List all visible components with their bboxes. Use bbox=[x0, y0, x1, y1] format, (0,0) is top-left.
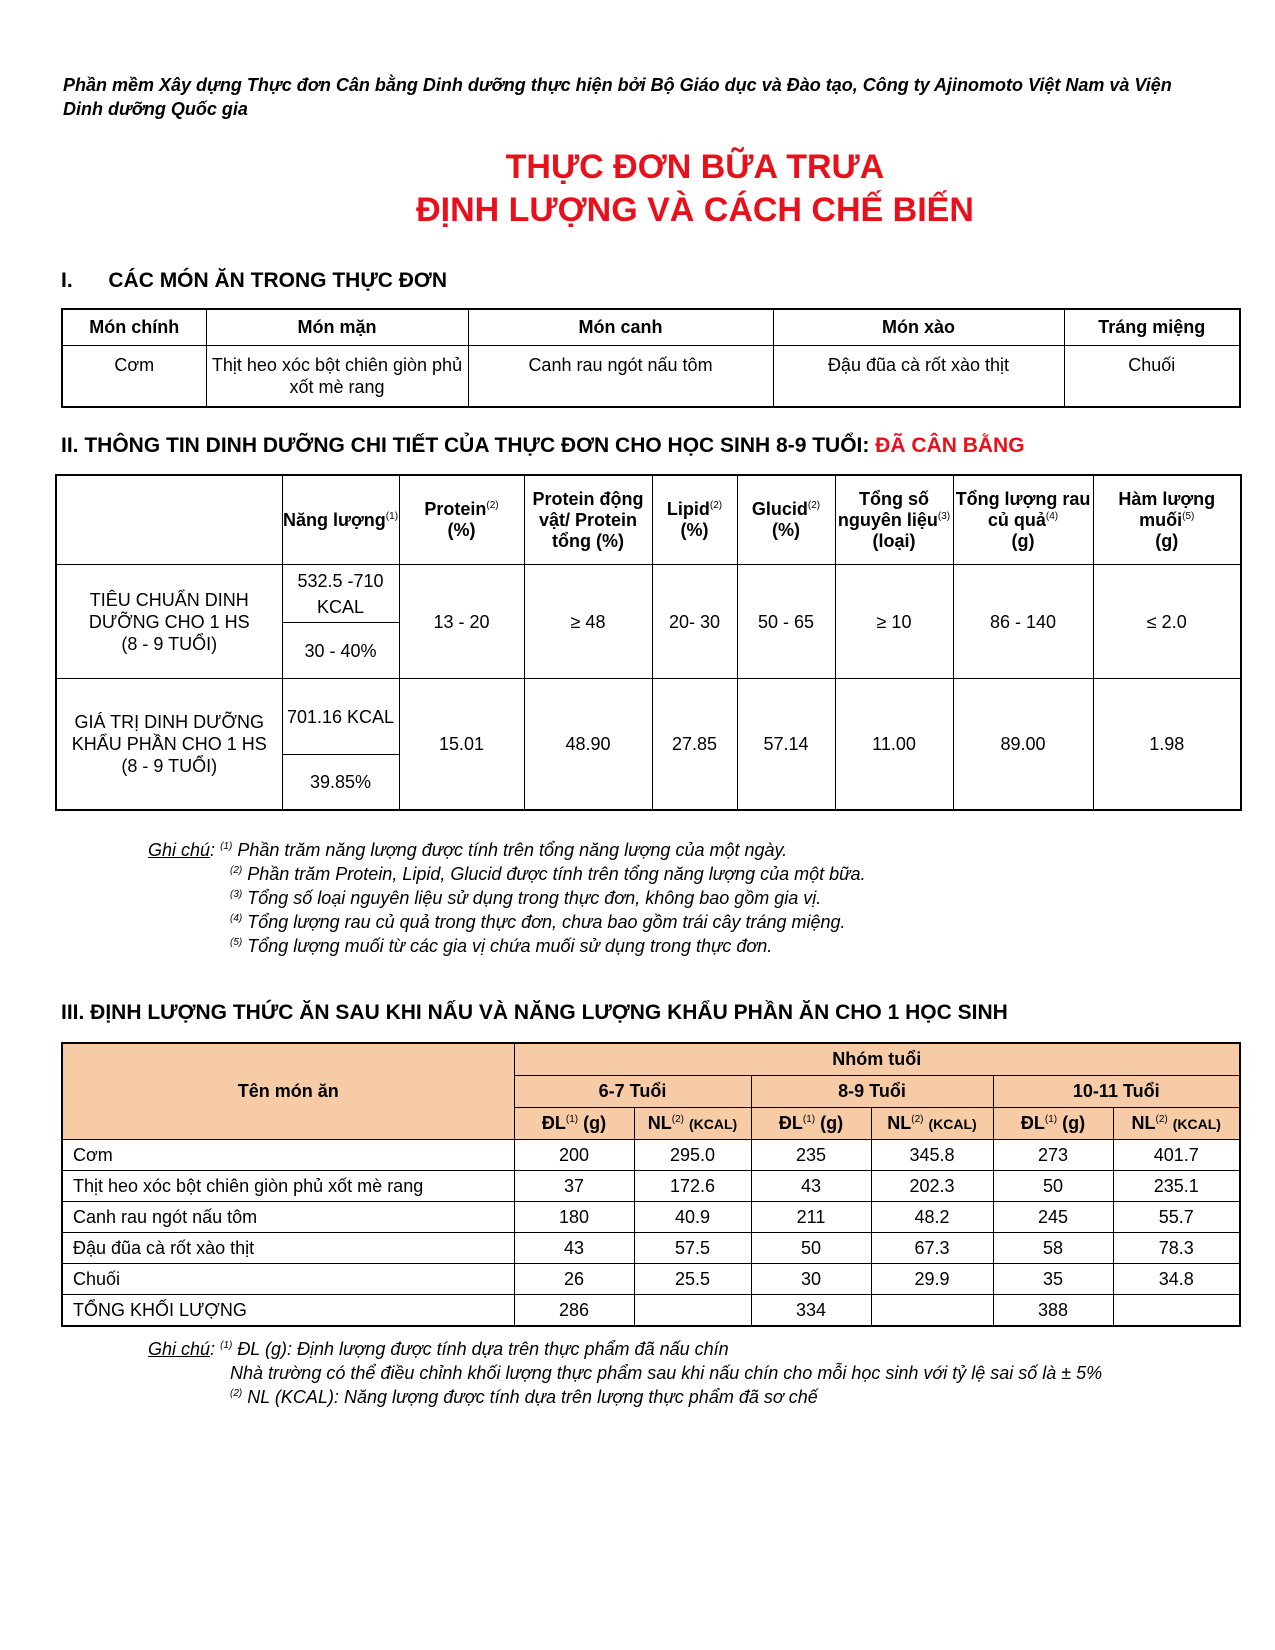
page-title-line2: ĐỊNH LƯỢNG VÀ CÁCH CHẾ BIẾN bbox=[416, 191, 974, 229]
header-salt: Hàm lượng muối$^{(5)}$ (g) bbox=[1093, 475, 1241, 565]
cell-value: 58 bbox=[993, 1233, 1113, 1264]
standard-vegetables: 86 - 140 bbox=[953, 565, 1093, 679]
dishes-header-row bbox=[62, 309, 1240, 346]
cell-value: 34.8 bbox=[1113, 1264, 1240, 1295]
cell-value: 388 bbox=[993, 1295, 1113, 1327]
cell-value: 273 bbox=[993, 1140, 1113, 1171]
cell-value: 295.0 bbox=[634, 1140, 751, 1171]
cell-value bbox=[871, 1295, 993, 1327]
cell-value: 29.9 bbox=[871, 1264, 993, 1295]
note-nl: $^{(2)}$ NL (KCAL): Năng lượng được tính dựa trên lượng thực phẩm đã sơ chế bbox=[230, 1387, 818, 1407]
cell-value: 30 bbox=[751, 1264, 871, 1295]
actual-animal-protein: 48.90 bbox=[524, 679, 652, 810]
dishes-value-row bbox=[62, 346, 1240, 408]
header-animal-protein: Protein động vật/ Protein tổng (%) bbox=[524, 475, 652, 565]
header-ingredients: Tổng số nguyên liệu$^{(3)}$ (loại) bbox=[835, 475, 953, 565]
header-dl: ĐL$^{(1)}$ (g) bbox=[993, 1108, 1113, 1140]
dessert-value: Chuối bbox=[1064, 346, 1240, 408]
table-row bbox=[62, 1171, 1240, 1202]
cell-value: 245 bbox=[993, 1202, 1113, 1233]
cell-value: 172.6 bbox=[634, 1171, 751, 1202]
standard-lipid: 20- 30 bbox=[652, 565, 737, 679]
header-glucid: Glucid$^{(2)}$ (%) bbox=[737, 475, 835, 565]
cell-value bbox=[634, 1295, 751, 1327]
header-lipid: Lipid$^{(2)}$ (%) bbox=[652, 475, 737, 565]
portion-header-row1 bbox=[62, 1043, 1240, 1076]
note-5: $^{(5)}$ Tổng lượng muối từ các gia vị chứa muối sử dụng trong thực đơn. bbox=[230, 936, 773, 956]
cell-value: 35 bbox=[993, 1264, 1113, 1295]
section1-number: I. bbox=[61, 269, 73, 292]
cell-value: 200 bbox=[514, 1140, 634, 1171]
header-protein: Protein$^{(2)}$ (%) bbox=[399, 475, 524, 565]
standard-label: TIÊU CHUẨN DINH DƯỠNG CHO 1 HS (8 - 9 TUỔI) bbox=[56, 565, 282, 679]
soup-dish-value: Canh rau ngót nấu tôm bbox=[468, 346, 773, 408]
section2-title: II. THÔNG TIN DINH DƯỠNG CHI TIẾT CỦA THỰC ĐƠN CHO HỌC SINH 8-9 TUỔI: bbox=[61, 434, 876, 457]
cell-value: 50 bbox=[993, 1171, 1113, 1202]
header-age-6-7: 6-7 Tuổi bbox=[514, 1076, 751, 1108]
note-dl: Ghi chú: $^{(1)}$ ĐL (g): Định lượng được tính dựa trên thực phẩm đã nấu chín bbox=[148, 1339, 729, 1359]
stirfry-dish-value: Đậu đũa cà rốt xào thịt bbox=[773, 346, 1064, 408]
cell-value: 57.5 bbox=[634, 1233, 751, 1264]
dish-name: Chuối bbox=[62, 1264, 514, 1295]
actual-vegetables: 89.00 bbox=[953, 679, 1093, 810]
note-dl-adjust: Nhà trường có thể điều chỉnh khối lượng thực phẩm sau khi nấu chín cho mỗi học sinh với tỷ lệ sai số là ± 5% bbox=[230, 1363, 1103, 1383]
actual-glucid: 57.14 bbox=[737, 679, 835, 810]
standard-protein: 13 - 20 bbox=[399, 565, 524, 679]
dish-name: Canh rau ngót nấu tôm bbox=[62, 1202, 514, 1233]
standard-energy-kcal: 532.5 -710 KCAL bbox=[282, 565, 399, 623]
header-dl: ĐL$^{(1)}$ (g) bbox=[751, 1108, 871, 1140]
header-dessert: Tráng miệng bbox=[1064, 309, 1240, 346]
header-age-8-9: 8-9 Tuổi bbox=[751, 1076, 993, 1108]
header-age-group: Nhóm tuổi bbox=[514, 1043, 1240, 1076]
header-stirfry-dish: Món xào bbox=[773, 309, 1064, 346]
dish-name: Cơm bbox=[62, 1140, 514, 1171]
nutrition-header-row bbox=[56, 475, 1241, 565]
cell-value: 401.7 bbox=[1113, 1140, 1240, 1171]
dishes-table bbox=[61, 308, 1241, 408]
total-label: TỔNG KHỐI LƯỢNG bbox=[62, 1295, 514, 1327]
standard-salt: ≤ 2.0 bbox=[1093, 565, 1241, 679]
actual-energy-kcal: 701.16 KCAL bbox=[282, 679, 399, 755]
cell-value: 55.7 bbox=[1113, 1202, 1240, 1233]
cell-value: 37 bbox=[514, 1171, 634, 1202]
section1-title: CÁC MÓN ĂN TRONG THỰC ĐƠN bbox=[108, 269, 448, 292]
actual-protein: 15.01 bbox=[399, 679, 524, 810]
header-main-dish: Món chính bbox=[62, 309, 206, 346]
header-soup-dish: Món canh bbox=[468, 309, 773, 346]
total-row bbox=[62, 1295, 1240, 1327]
cell-value: 25.5 bbox=[634, 1264, 751, 1295]
cell-value: 50 bbox=[751, 1233, 871, 1264]
note-2: $^{(2)}$ Phần trăm Protein, Lipid, Glucid được tính trên tổng năng lượng của một bữa. bbox=[230, 864, 866, 884]
table-row bbox=[62, 1202, 1240, 1233]
cell-value: 235 bbox=[751, 1140, 871, 1171]
cell-value bbox=[1113, 1295, 1240, 1327]
actual-row-a bbox=[56, 679, 1241, 755]
cell-value: 78.3 bbox=[1113, 1233, 1240, 1264]
header-savory-dish: Món mặn bbox=[206, 309, 468, 346]
table-row bbox=[62, 1264, 1240, 1295]
portion-table bbox=[61, 1042, 1241, 1327]
cell-value: 202.3 bbox=[871, 1171, 993, 1202]
balance-status: ĐÃ CÂN BẰNG bbox=[875, 434, 1025, 457]
cell-value: 334 bbox=[751, 1295, 871, 1327]
standard-animal-protein: ≥ 48 bbox=[524, 565, 652, 679]
note-3: $^{(3)}$ Tổng số loại nguyên liệu sử dụng trong thực đơn, không bao gồm gia vị. bbox=[230, 888, 822, 908]
nutrition-table bbox=[55, 474, 1242, 811]
savory-dish-value: Thịt heo xóc bột chiên giòn phủ xốt mè rang bbox=[206, 346, 468, 408]
cell-value: 211 bbox=[751, 1202, 871, 1233]
header-vegetables: Tổng lượng rau củ quả$^{(4)}$ (g) bbox=[953, 475, 1093, 565]
header-nl: NL$^{(2)}$ (KCAL) bbox=[871, 1108, 993, 1140]
main-dish-value: Cơm bbox=[62, 346, 206, 408]
note-1: Ghi chú: $^{(1)}$ Phần trăm năng lượng được tính trên tổng năng lượng của một ngày. bbox=[148, 840, 788, 860]
dish-name: Thịt heo xóc bột chiên giòn phủ xốt mè rang bbox=[62, 1171, 514, 1202]
standard-glucid: 50 - 65 bbox=[737, 565, 835, 679]
section2-notes bbox=[148, 838, 866, 958]
dish-name: Đậu đũa cà rốt xào thịt bbox=[62, 1233, 514, 1264]
table-row bbox=[62, 1233, 1240, 1264]
actual-label: GIÁ TRỊ DINH DƯỠNG KHẨU PHẦN CHO 1 HS (8 - 9 TUỔI) bbox=[56, 679, 282, 810]
cell-value: 48.2 bbox=[871, 1202, 993, 1233]
section2-heading bbox=[61, 433, 1025, 459]
cell-value: 43 bbox=[751, 1171, 871, 1202]
header-blank bbox=[56, 475, 282, 565]
header-nl: NL$^{(2)}$ (KCAL) bbox=[1113, 1108, 1240, 1140]
cell-value: 235.1 bbox=[1113, 1171, 1240, 1202]
section1-heading bbox=[61, 268, 447, 294]
header-nl: NL$^{(2)}$ (KCAL) bbox=[634, 1108, 751, 1140]
header-dish-name: Tên món ăn bbox=[62, 1043, 514, 1140]
cell-value: 43 bbox=[514, 1233, 634, 1264]
cell-value: 180 bbox=[514, 1202, 634, 1233]
cell-value: 26 bbox=[514, 1264, 634, 1295]
cell-value: 40.9 bbox=[634, 1202, 751, 1233]
actual-salt: 1.98 bbox=[1093, 679, 1241, 810]
cell-value: 286 bbox=[514, 1295, 634, 1327]
page-title-line1: THỰC ĐƠN BỮA TRƯA bbox=[505, 148, 885, 186]
standard-ingredients: ≥ 10 bbox=[835, 565, 953, 679]
actual-ingredients: 11.00 bbox=[835, 679, 953, 810]
actual-energy-pct: 39.85% bbox=[282, 755, 399, 810]
standard-energy-pct: 30 - 40% bbox=[282, 623, 399, 679]
note-4: $^{(4)}$ Tổng lượng rau củ quả trong thực đơn, chưa bao gồm trái cây tráng miệng. bbox=[230, 912, 846, 932]
actual-lipid: 27.85 bbox=[652, 679, 737, 810]
header-energy: Năng lượng$^{(1)}$ bbox=[282, 475, 399, 565]
intro-text: Phần mềm Xây dựng Thực đơn Cân bằng Dinh dưỡng thực hiện bởi Bộ Giáo dục và Đào tạo, Công ty Ajinomoto Việt Nam và Viện Dinh dưỡng Quốc gia bbox=[63, 75, 1172, 119]
header-age-10-11: 10-11 Tuổi bbox=[993, 1076, 1240, 1108]
header-dl: ĐL$^{(1)}$ (g) bbox=[514, 1108, 634, 1140]
cell-value: 67.3 bbox=[871, 1233, 993, 1264]
table-row bbox=[62, 1140, 1240, 1171]
section3-heading: III. ĐỊNH LƯỢNG THỨC ĂN SAU KHI NẤU VÀ NĂNG LƯỢNG KHẨU PHẦN ĂN CHO 1 HỌC SINH bbox=[61, 1001, 1008, 1024]
standard-row-a bbox=[56, 565, 1241, 623]
section3-notes bbox=[148, 1337, 1102, 1409]
cell-value: 345.8 bbox=[871, 1140, 993, 1171]
